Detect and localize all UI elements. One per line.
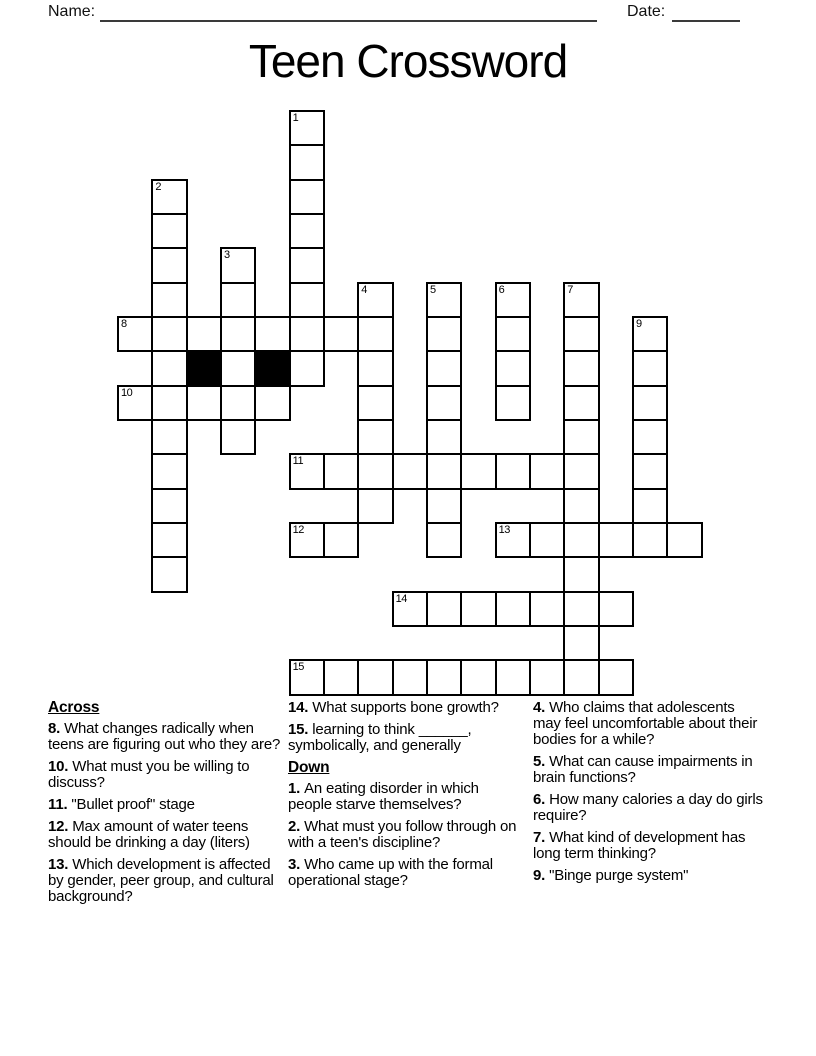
page-title: Teen Crossword [248,35,568,87]
grid-cell[interactable] [426,282,462,318]
date-input-line[interactable] [672,2,740,22]
grid-cell[interactable] [495,522,531,558]
grid-cell[interactable] [151,488,187,524]
clue-across-8 [48,721,284,753]
cell-number: 7 [567,283,573,296]
grid-cell[interactable] [563,659,599,695]
clue-text: Who came up with the formal operational stage? [288,856,493,889]
clue-down-7 [533,830,763,862]
clue-text: What supports bone growth? [312,699,499,716]
cell-number: 3 [223,249,230,262]
clue-number: 2. [288,818,305,835]
grid-cell[interactable] [220,316,256,352]
grid-cell[interactable] [632,488,668,524]
grid-cell[interactable] [151,213,187,249]
clue-text: How many calories a day do girls require? [533,791,763,824]
clue-number: 8. [48,720,65,737]
grid-cell[interactable] [151,385,187,421]
grid-cell[interactable] [357,385,393,421]
grid-cell[interactable] [289,282,325,318]
clue-number: 12. [48,818,73,835]
clue-number: 14. [288,699,313,716]
grid-cell[interactable] [426,659,462,695]
grid-cell[interactable] [598,591,634,627]
grid-cell[interactable] [151,316,187,352]
grid-cell[interactable] [151,247,187,283]
clue-number: 15. [288,721,313,738]
clue-number: 7. [533,829,550,846]
clue-number: 1. [288,780,305,797]
grid-cell[interactable] [323,522,359,558]
clue-text: Max amount of water teens should be drinking a day (liters) [48,818,250,851]
clue-down-1 [288,781,520,813]
grid-cell[interactable] [220,385,256,421]
cell-number: 1 [292,112,299,124]
clue-down-6 [533,792,763,824]
clue-number: 13. [48,856,73,873]
grid-cell[interactable] [460,659,496,695]
grid-cell[interactable] [151,350,187,386]
clue-column-1 [48,700,284,911]
grid-cell[interactable] [632,453,668,489]
clue-text: What must you follow through on with a teen's discipline? [288,818,517,851]
clue-column-2 [288,700,520,895]
grid-cell[interactable] [357,488,393,524]
grid-cell[interactable] [426,385,462,421]
grid-cell[interactable] [151,282,187,318]
grid-cell[interactable] [392,453,428,489]
grid-cell[interactable] [632,522,668,558]
grid-cell[interactable] [563,556,599,592]
grid-cell[interactable] [426,522,462,558]
grid-cell[interactable] [563,453,599,489]
grid-cell[interactable] [186,316,222,352]
grid-cell[interactable] [426,488,462,524]
grid-cell[interactable] [495,591,531,627]
grid-cell[interactable] [426,316,462,352]
cell-number: 9 [635,317,642,330]
cell-number: 14 [395,592,407,605]
clue-across-13 [48,857,284,905]
clue-number: 4. [533,699,550,716]
grid-cell[interactable] [289,350,325,386]
clue-across-12 [48,819,284,851]
grid-cell[interactable] [357,453,393,489]
clue-down-2 [288,819,520,851]
clue-text: What must you be willing to discuss? [48,758,250,791]
grid-cell[interactable] [289,179,325,215]
clue-across-14 [288,700,520,716]
clue-text: learning to think ______, symbolically, and generally [288,721,472,754]
clue-text: Who claims that adolescents may feel uncomfortable about their bodies for a while? [533,699,758,748]
grid-cell[interactable] [632,350,668,386]
grid-cell[interactable] [426,591,462,627]
grid-cell[interactable] [151,556,187,592]
cell-number: 5 [429,283,436,296]
name-label: Name: [48,3,96,20]
clue-number: 3. [288,856,305,873]
cell-number: 11 [292,455,304,468]
grid-cell[interactable] [357,316,393,352]
grid-cell[interactable] [563,591,599,627]
cell-number: 6 [498,283,505,296]
clue-across-15 [288,722,520,754]
name-input-line[interactable] [100,2,597,22]
grid-cell[interactable] [151,522,187,558]
grid-cell[interactable] [220,350,256,386]
grid-cell[interactable] [495,659,531,695]
grid-cell[interactable] [495,385,531,421]
grid-cell[interactable] [289,247,325,283]
cell-number: 15 [292,661,304,674]
grid-cell[interactable] [254,316,290,352]
grid-cell[interactable] [357,419,393,455]
grid-cell[interactable] [529,453,565,489]
grid-cell[interactable] [460,453,496,489]
grid-cell[interactable] [357,282,393,318]
grid-cell[interactable] [529,591,565,627]
clue-text: "Bullet proof" stage [71,796,195,813]
grid-cell[interactable] [598,659,634,695]
grid-cell[interactable] [563,350,599,386]
grid-cell[interactable] [289,144,325,180]
grid-cell[interactable] [563,488,599,524]
clue-number: 9. [533,867,550,884]
grid-cell[interactable] [392,659,428,695]
grid-cell[interactable] [495,350,531,386]
clue-down-3 [288,857,520,889]
grid-cell[interactable] [117,385,153,421]
grid-cell[interactable] [254,385,290,421]
grid-cell[interactable] [598,522,634,558]
clue-number: 10. [48,758,73,775]
grid-cell[interactable] [392,591,428,627]
clue-text: What changes radically when teens are figuring out who they are? [48,720,281,753]
clue-text: "Binge purge system" [549,867,689,884]
grid-cell[interactable] [563,385,599,421]
cell-number: 10 [121,386,133,399]
grid-cell[interactable] [151,453,187,489]
grid-cell[interactable] [357,350,393,386]
grid-cell[interactable] [495,282,531,318]
clue-across-10 [48,759,284,791]
clue-text: An eating disorder in which people starve themselves? [288,780,479,813]
cell-number: 12 [292,523,304,536]
grid-cell[interactable] [632,316,668,352]
grid-cell[interactable] [529,522,565,558]
grid-cell[interactable] [323,316,359,352]
grid-cell[interactable] [220,282,256,318]
grid-cell[interactable] [666,522,702,558]
clue-text: What kind of development has long term thinking? [533,829,746,862]
grid-cell[interactable] [529,659,565,695]
clue-number: 11. [48,796,72,813]
clue-down-5 [533,754,763,786]
clue-text: Which development is affected by gender, peer group, and cultural background? [48,856,274,905]
grid-cell[interactable] [289,659,325,695]
grid-cell[interactable] [220,419,256,455]
grid-cell[interactable] [426,419,462,455]
cell-number: 13 [498,523,510,536]
grid-cell[interactable] [563,282,599,318]
grid-cell[interactable] [289,522,325,558]
grid-cell[interactable] [563,419,599,455]
grid-cell[interactable] [220,247,256,283]
grid-cell[interactable] [323,659,359,695]
grid-cell[interactable] [151,419,187,455]
cell-number: 8 [121,317,127,330]
grid-cell[interactable] [632,419,668,455]
clue-text: What can cause impairments in brain functions? [533,753,753,786]
grid-cell[interactable] [357,659,393,695]
clue-down-4 [533,700,763,748]
grid-cell[interactable] [117,316,153,352]
blocked-cell [254,350,290,386]
grid-cell[interactable] [426,453,462,489]
grid-cell[interactable] [426,350,462,386]
cell-number: 2 [155,180,161,193]
grid-cell[interactable] [289,316,325,352]
grid-cell[interactable] [289,110,325,146]
across-heading: Across [48,699,100,716]
clue-column-3 [533,700,763,890]
clue-number: 6. [533,791,550,808]
grid-cell[interactable] [289,213,325,249]
blocked-cell [186,350,222,386]
grid-cell[interactable] [151,179,187,215]
grid-cell[interactable] [563,625,599,661]
cell-number: 4 [361,283,367,296]
clue-across-11 [48,797,284,813]
down-heading: Down [288,759,330,776]
grid-cell[interactable] [632,385,668,421]
grid-cell[interactable] [289,453,325,489]
grid-cell[interactable] [495,316,531,352]
grid-cell[interactable] [495,453,531,489]
date-label: Date: [627,3,666,20]
clue-down-9 [533,868,763,884]
grid-cell[interactable] [323,453,359,489]
clue-number: 5. [533,753,550,770]
grid-cell[interactable] [460,591,496,627]
grid-cell[interactable] [563,522,599,558]
grid-cell[interactable] [186,385,222,421]
grid-cell[interactable] [563,316,599,352]
